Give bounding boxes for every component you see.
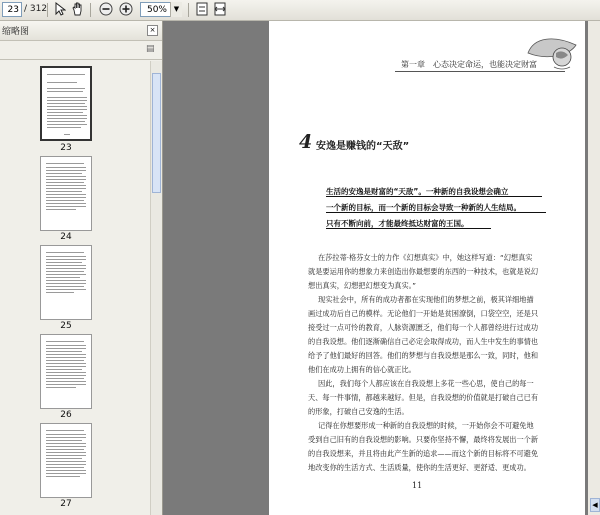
zoom-in-icon[interactable] <box>118 2 134 17</box>
thumbnail-label: 25 <box>60 321 72 331</box>
page-number <box>412 481 422 490</box>
intro-line: 生活的安逸是财富的“天敌”。一种新的自我设想会确立 <box>326 187 509 196</box>
intro-underline <box>326 228 491 229</box>
body-line: 天、每一件事情，都越来越好。但是，自我设想的价值就是打破自己已有 <box>308 393 539 402</box>
scroll-arrow-icon[interactable]: ◀ <box>590 498 600 512</box>
body-line: 画过成功后自己的模样。无论他们一开始是贫困潦倒，口袋空空，还是只 <box>308 309 539 318</box>
body-line: 接受过一点可怜的教育，人脉资源匮乏，他们每一个人都曾经进行过成功 <box>308 323 539 332</box>
header-rule <box>395 71 565 72</box>
thumbnail-panel <box>0 21 163 515</box>
body-line: 想出真实，幻想把幻想变为真实。” <box>308 281 416 290</box>
fit-width-icon[interactable] <box>212 2 228 17</box>
fit-page-icon[interactable] <box>194 2 210 17</box>
body-line: 记得在你想要形成一种新的自我设想的时候，一开始你会不可避免地 <box>318 421 534 430</box>
body-line: 的自我设想。他们逐渐确信自己必定会取得成功，而人生中发生的事情也 <box>308 337 539 346</box>
chapter-title: 安逸是赚钱的“天敌” <box>316 141 410 152</box>
body-line: 的形象，打破自己安逸的生活。 <box>308 407 409 416</box>
hand-tool-icon[interactable] <box>70 2 86 17</box>
zoom-value: 50% <box>146 5 167 15</box>
thumbnail-scrollbar[interactable] <box>150 61 162 515</box>
body-line: 地改变你的生活方式、生活质量，使你的生活更好、更舒适、更成功。 <box>308 463 531 472</box>
body-line: 的自我设想来，并且将由此产生新的追求——而这个新的目标将不可避免 <box>308 449 539 458</box>
toolbar-divider <box>188 3 189 17</box>
body-line: 现实社会中，所有的成功者都在实现他们的梦想之前，极其详细地描 <box>318 295 534 304</box>
document-page <box>269 21 585 515</box>
intro-line: 一个新的目标，而一个新的目标会导致一种新的人生结局。 <box>326 203 521 212</box>
zoom-out-icon[interactable] <box>98 2 114 17</box>
thumbnail-page-26[interactable] <box>40 334 92 409</box>
body-line: 受到自己旧有的自我设想的影响。只要你坚持不懈，最终将发展出一个新 <box>308 435 539 444</box>
body-line: 因此，我们每个人都应该在自我设想上多花一些心思，使自己的每一 <box>318 379 534 388</box>
page-number-value: 11 <box>412 481 423 490</box>
thumbnail-page-24[interactable] <box>40 156 92 231</box>
thumbnail-page-25[interactable] <box>40 245 92 320</box>
thumbnail-label: 24 <box>60 232 72 242</box>
scrollbar-thumb[interactable] <box>152 73 161 193</box>
zoom-dropdown-arrow-icon[interactable]: ▼ <box>170 2 182 17</box>
intro-underline <box>326 196 542 197</box>
options-icon[interactable]: ▤ <box>146 44 155 54</box>
document-viewer[interactable] <box>163 21 600 515</box>
toolbar-divider <box>47 3 48 17</box>
chapter-number: 4 <box>299 131 313 153</box>
thumbnail-page-23[interactable] <box>40 66 92 141</box>
body-line: 他们在成功上拥有的信心就正比。 <box>308 365 416 374</box>
select-arrow-icon[interactable] <box>52 2 68 17</box>
thumbnail-label: 27 <box>60 499 72 509</box>
thumbnail-panel-header <box>0 21 162 41</box>
page-number-input[interactable]: 23 <box>2 2 22 17</box>
toolbar <box>0 0 600 21</box>
thumbnail-label: 23 <box>60 143 72 153</box>
thumbnail-list <box>0 61 150 515</box>
page-total: / 312 <box>24 4 48 14</box>
thumbnail-label: 26 <box>60 410 72 420</box>
running-header: 第一章 心态决定命运，也能决定财富 <box>401 60 537 69</box>
thumbnail-page-27[interactable] <box>40 423 92 498</box>
close-icon[interactable]: × <box>147 25 158 36</box>
intro-underline <box>326 212 546 213</box>
thumbnail-panel-title: 缩略图 <box>2 27 30 37</box>
body-line: 就是要运用你的想象力来创造出你最想要的东西的一种技术，也就是说幻 <box>308 267 539 276</box>
viewer-scrollbar[interactable] <box>588 21 600 515</box>
thumbnail-panel-toolbar <box>0 41 162 60</box>
intro-line: 只有不断向前，才能最终抵达财富的王国。 <box>326 219 469 228</box>
body-line: 给予了他们最好的回答。他们的梦想与自我设想是那么一致，同时，他和 <box>308 351 539 360</box>
toolbar-divider <box>90 3 91 17</box>
body-line: 在莎拉蒂·格芬女士的力作《幻想真实》中，她这样写道：“幻想真实 <box>318 253 533 262</box>
